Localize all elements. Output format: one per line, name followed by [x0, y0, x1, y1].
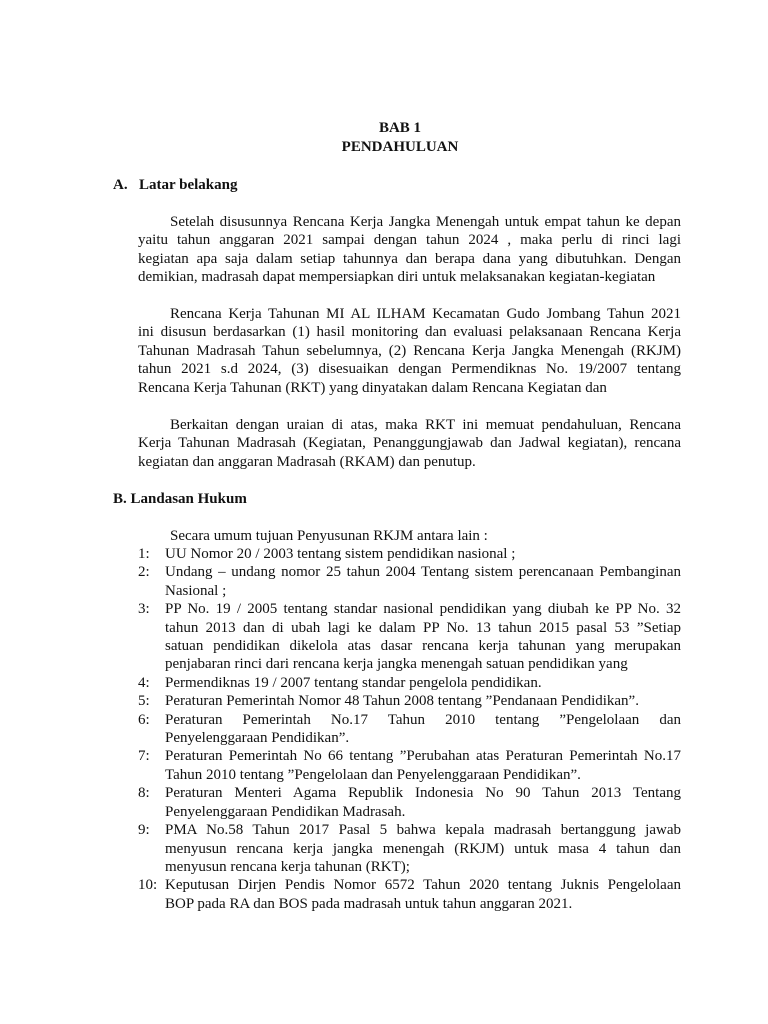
list-item-line: Peraturan Pemerintah Nomor 48 Tahun 2008 tentang ”Pendanaan Pendidikan”. — [165, 693, 639, 710]
list-item-line: BOP pada RA dan BOS pada madrasah untuk tahun anggaran 2021. — [165, 895, 573, 912]
list-item-line: Keputusan Dirjen Pendis Nomor 6572 Tahun 2020 tentang Juknis Pengelolaan — [165, 877, 681, 894]
list-item-line: PP No. 19 / 2005 tentang standar nasional pendidikan yang diubah ke PP No. 32 — [165, 601, 681, 618]
list-item-line: Peraturan Pemerintah No 66 tentang ”Perubahan atas Peraturan Pemerintah No.17 — [165, 748, 681, 765]
list-item-line: Peraturan Pemerintah No.17 Tahun 2010 tentang ”Pengelolaan dan — [165, 711, 681, 728]
paragraph-line: demikian, madrasah dapat mempersiapkan diri untuk melaksanakan kegiatan-kegiatan — [138, 269, 656, 286]
list-item — [138, 674, 681, 692]
list-item-number: 4: — [138, 674, 150, 691]
list-item-line: PMA No.58 Tahun 2017 Pasal 5 bahwa kepala madrasah bertanggung jawab — [165, 822, 681, 839]
section-b-intro: Secara umum tujuan Penyusunan RKJM antara lain : — [170, 528, 488, 544]
paragraph-line: ini disusun berdasarkan (1) hasil monitoring dan evaluasi pelaksanaan Rencana Kerja — [138, 324, 681, 341]
list-item-line: tahun 2013 dan di ubah lagi ke dalam PP No. 13 tahun 2015 pasal 53 ”Setiap — [165, 619, 681, 636]
section-a-title: Latar belakang — [139, 177, 238, 193]
list-item-number: 7: — [138, 748, 150, 765]
list-item-line: Tahun 2010 tentang ”Pengelolaan dan Penyelenggaraan Pendidikan”. — [165, 766, 581, 783]
paragraph-line: Setelah disusunnya Rencana Kerja Jangka Menengah untuk empat tahun ke depan — [170, 214, 681, 230]
legal-basis-list — [138, 545, 681, 913]
list-item-line: menyusun rencana kerja jangka menengah (RKJM) untuk masa 4 tahun dan — [165, 840, 681, 857]
list-item-line: UU Nomor 20 / 2003 tentang sistem pendidikan nasional ; — [165, 546, 516, 562]
list-item-number: 2: — [138, 564, 150, 581]
list-item-line: Undang – undang nomor 25 tahun 2004 Tentang sistem perencanaan Pembanginan — [165, 564, 681, 581]
list-item — [138, 563, 681, 600]
list-item-line: menyusun rencana kerja tahunan (RKT); — [165, 858, 410, 875]
section-a-marker: A. — [113, 177, 128, 193]
paragraph-line: tahun 2021 s.d 2024, (3) disesuaikan dengan Permendiknas No. 19/2007 tentang — [138, 361, 681, 378]
list-item-number: 6: — [138, 711, 150, 728]
list-item — [138, 784, 681, 821]
list-item-line: satuan pendidikan dikelola atas dasar rencana kerja tahunan yang merupakan — [165, 638, 681, 655]
list-item-line: Permendiknas 19 / 2007 tentang standar pengelola pendidikan. — [165, 674, 542, 691]
list-item — [138, 876, 681, 913]
list-item-number: 9: — [138, 822, 150, 839]
section-a-heading — [113, 176, 238, 194]
paragraph-line: Tahunan Madrasah Tahun sebelumnya, (2) Rencana Kerja Jangka Menengah (RKJM) — [138, 342, 681, 359]
paragraph-line: kegiatan apa saja dalam setiap tahunnya dan berapa dana yang dibutuhkan. Dengan — [138, 250, 681, 267]
chapter-title: PENDAHULUAN — [341, 139, 459, 155]
paragraph-1 — [138, 213, 681, 287]
paragraph-line: kegiatan dan anggaran Madrasah (RKAM) dan penutup. — [138, 453, 476, 470]
list-item — [138, 692, 681, 710]
paragraph-line: Rencana Kerja Tahunan MI AL ILHAM Kecamatan Gudo Jombang Tahun 2021 — [170, 306, 681, 322]
paragraph-line: Berkaitan dengan uraian di atas, maka RKT ini memuat pendahuluan, Rencana — [170, 417, 681, 433]
list-item — [138, 711, 681, 748]
list-item-number: 3: — [138, 601, 150, 618]
paragraph-line: Rencana Kerja Tahunan (RKT) yang dinyatakan dalam Rencana Kegiatan dan — [138, 379, 607, 396]
section-b-heading: B. Landasan Hukum — [113, 491, 247, 507]
list-item — [138, 747, 681, 784]
chapter-number: BAB 1 — [378, 120, 422, 136]
list-item — [138, 545, 681, 563]
list-item-number: 5: — [138, 693, 150, 710]
list-item-line: Peraturan Menteri Agama Republik Indonesia No 90 Tahun 2013 Tentang — [165, 785, 681, 802]
list-item — [138, 821, 681, 876]
paragraph-2 — [138, 305, 681, 397]
list-item-number: 1: — [138, 546, 150, 562]
list-item — [138, 600, 681, 674]
list-item-line: penjabaran rinci dari rencana kerja jangka menengah satuan pendidikan yang — [165, 656, 628, 673]
paragraph-line: Kerja Tahunan Madrasah (Kegiatan, Penanggungjawab dan Jadwal kegiatan), rencana — [138, 435, 681, 452]
list-item-line: Nasional ; — [165, 582, 227, 599]
paragraph-3 — [138, 416, 681, 471]
list-item-line: Penyelenggaraan Pendidikan”. — [165, 730, 350, 747]
list-item-number: 10: — [138, 877, 158, 894]
list-item-number: 8: — [138, 785, 150, 802]
list-item-line: Penyelenggaraan Pendidikan Madrasah. — [165, 803, 406, 820]
paragraph-line: yaitu tahun anggaran 2021 sampai dengan tahun 2024 , maka perlu di rinci lagi — [138, 232, 681, 249]
